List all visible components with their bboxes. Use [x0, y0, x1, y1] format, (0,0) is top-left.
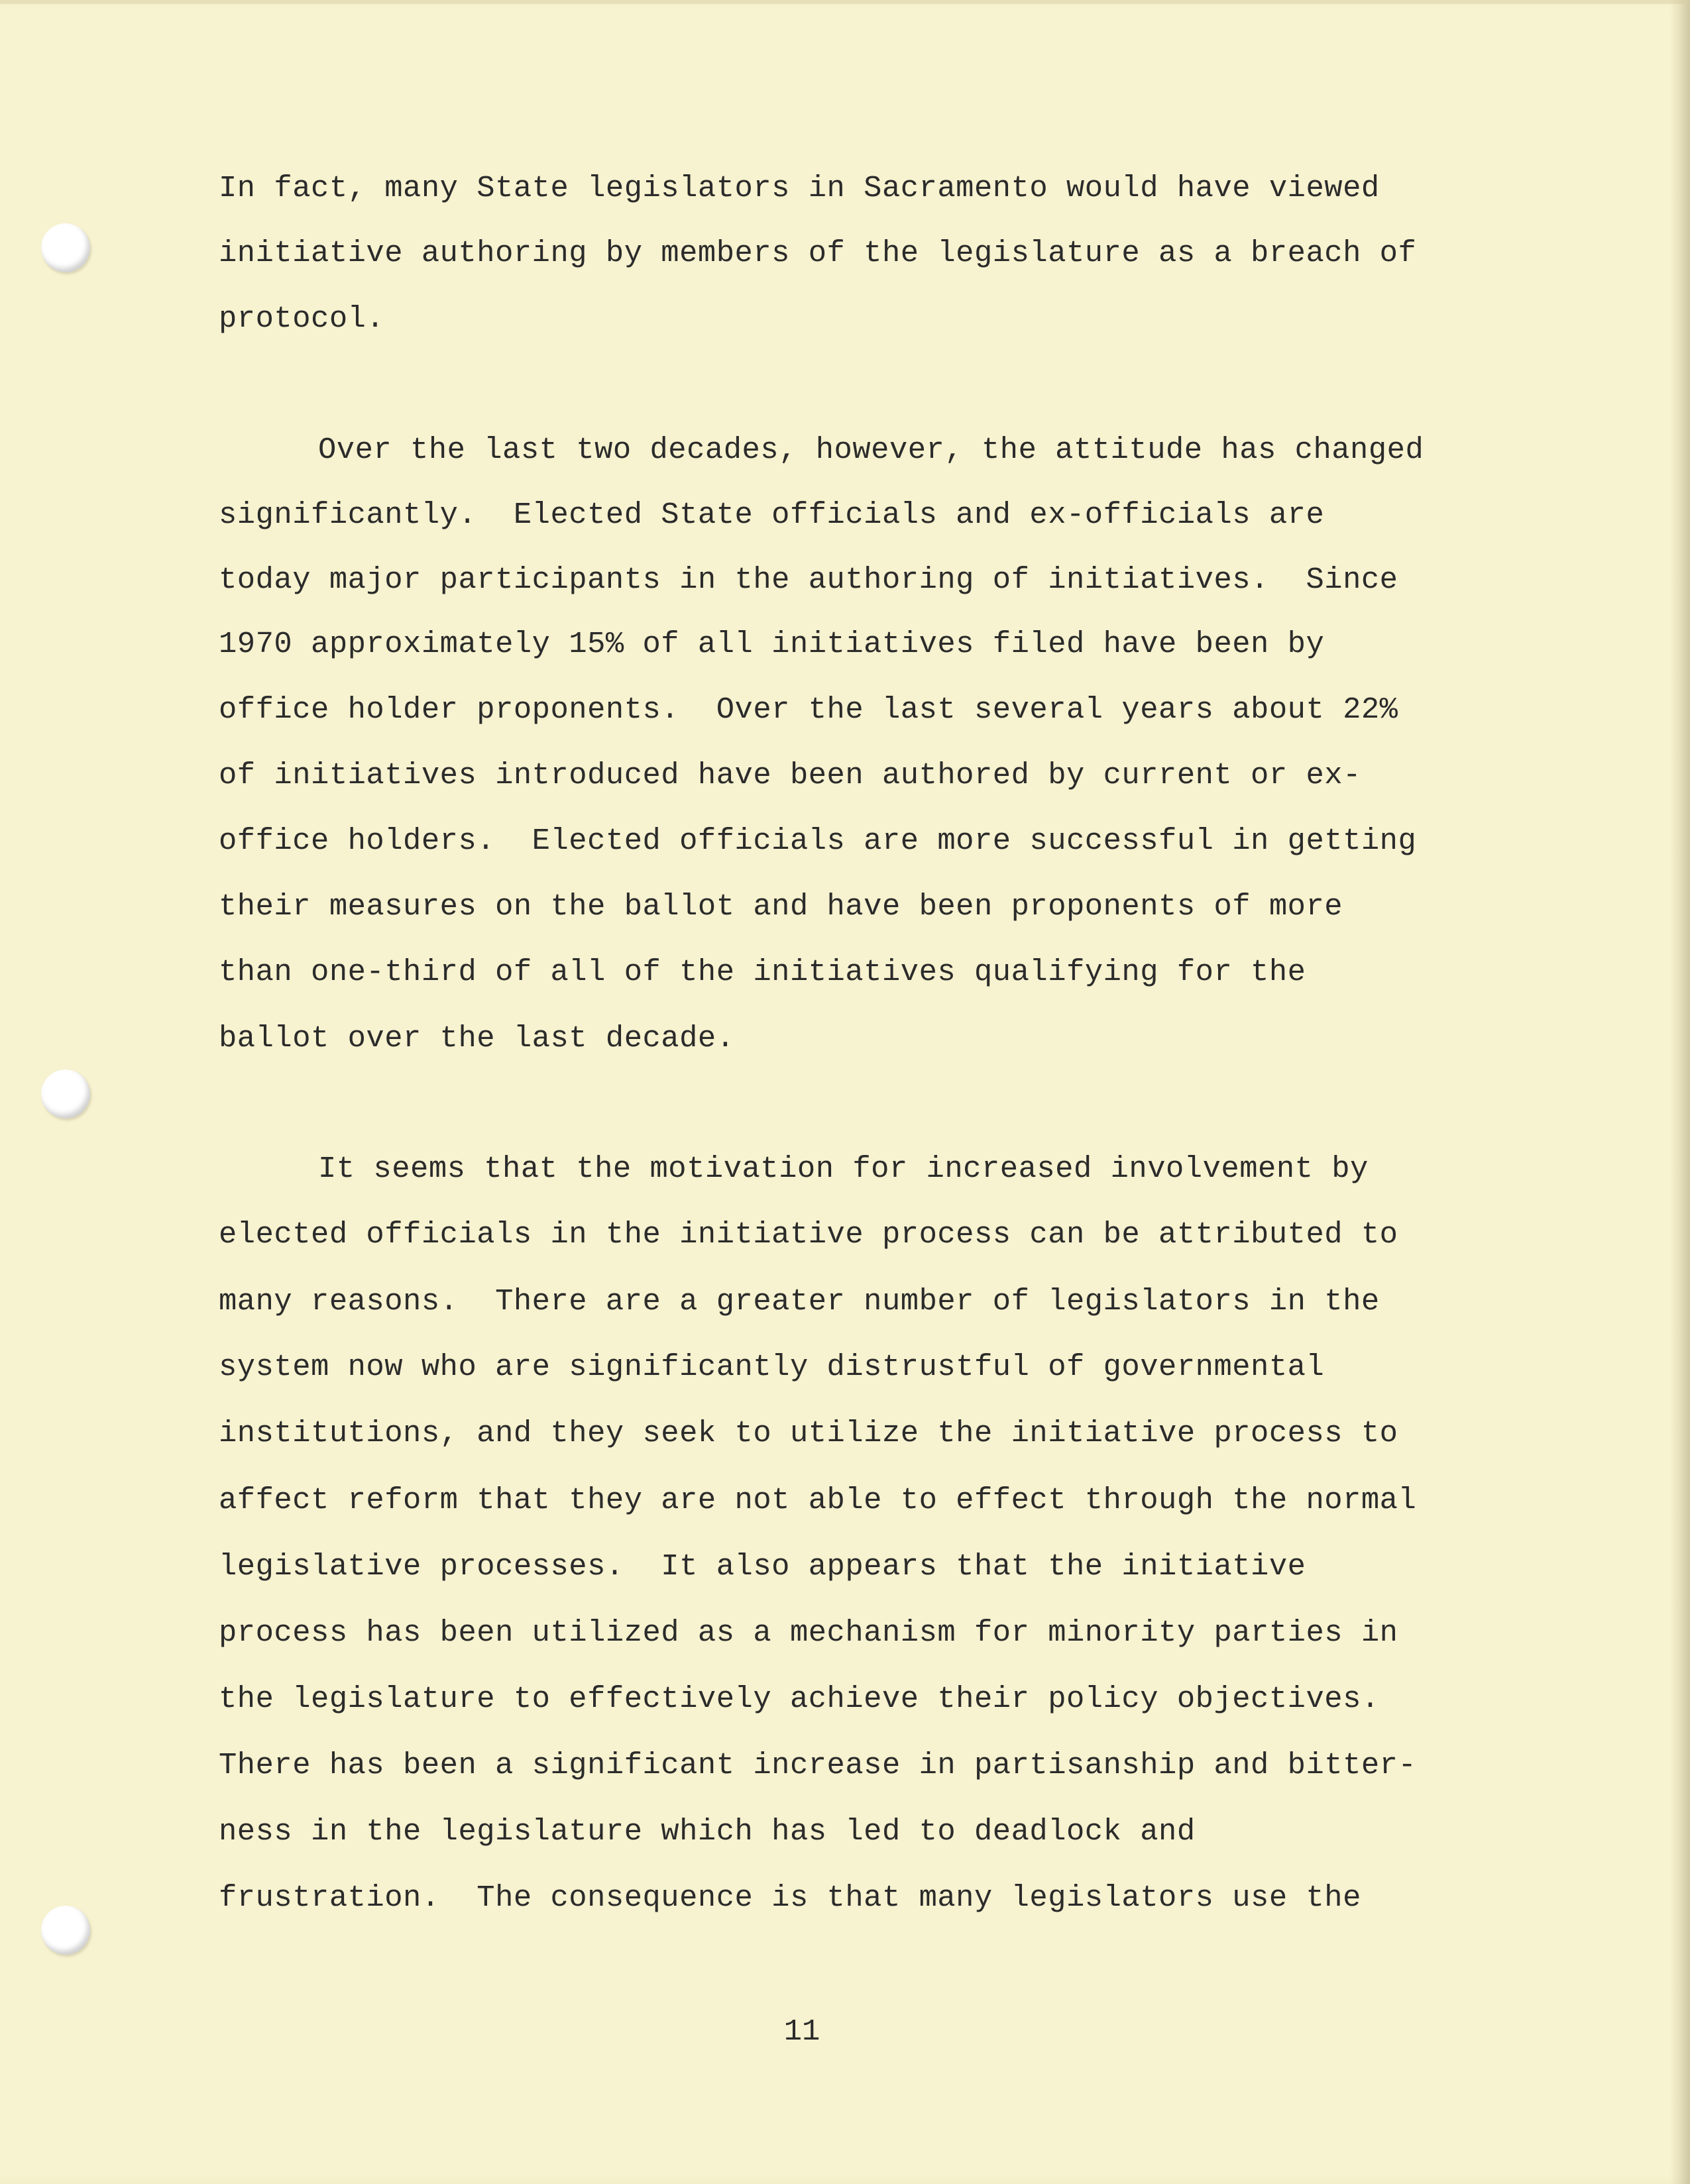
- page-number: 11: [783, 2014, 820, 2049]
- paragraph-3-line-10: There has been a significant increase in partisanship and bitter-: [219, 1748, 1417, 1782]
- paragraph-2-line-9: than one-third of all of the initiatives qualifying for the: [219, 955, 1306, 989]
- binder-hole-bottom: [41, 1906, 90, 1955]
- binder-hole-top: [41, 223, 90, 272]
- paragraph-3-line-4: system now who are significantly distrustful of governmental: [219, 1350, 1325, 1384]
- paragraph-3-line-11: ness in the legislature which has led to deadlock and: [219, 1814, 1196, 1849]
- paragraph-1-line-2: initiative authoring by members of the legislature as a breach of: [219, 236, 1417, 270]
- paragraph-3-line-5: institutions, and they seek to utilize the initiative process to: [219, 1416, 1398, 1450]
- paragraph-2-line-4: 1970 approximately 15% of all initiatives filed have been by: [219, 627, 1325, 661]
- paragraph-3-line-3: many reasons. There are a greater number of legislators in the: [219, 1284, 1380, 1319]
- paragraph-2-line-5: office holder proponents. Over the last several years about 22%: [219, 692, 1398, 727]
- paragraph-2-line-1: Over the last two decades, however, the attitude has changed: [318, 433, 1424, 467]
- paragraph-3-line-8: process has been utilized as a mechanism for minority parties in: [219, 1615, 1398, 1650]
- paragraph-3-line-2: elected officials in the initiative process can be attributed to: [219, 1217, 1398, 1252]
- paper-right-edge-shadow: [1670, 0, 1690, 2184]
- paragraph-3-line-7: legislative processes. It also appears that the initiative: [219, 1549, 1306, 1584]
- paragraph-2-line-3: today major participants in the authoring of initiatives. Since: [219, 563, 1398, 597]
- paragraph-2-line-10: ballot over the last decade.: [219, 1021, 735, 1056]
- paragraph-2-line-2: significantly. Elected State officials and ex-officials are: [219, 498, 1325, 532]
- paper-top-edge: [0, 0, 1690, 4]
- paragraph-3-line-1: It seems that the motivation for increased involvement by: [318, 1152, 1369, 1186]
- paragraph-1-line-3: protocol.: [219, 301, 385, 336]
- paragraph-3-line-12: frustration. The consequence is that many legislators use the: [219, 1881, 1361, 1915]
- paragraph-3-line-9: the legislature to effectively achieve their policy objectives.: [219, 1682, 1380, 1716]
- paragraph-2-line-7: office holders. Elected officials are more successful in getting: [219, 824, 1417, 858]
- binder-hole-middle: [41, 1069, 90, 1119]
- paragraph-2-line-6: of initiatives introduced have been authored by current or ex-: [219, 758, 1361, 792]
- paragraph-3-line-6: affect reform that they are not able to effect through the normal: [219, 1483, 1417, 1517]
- paragraph-2-line-8: their measures on the ballot and have been proponents of more: [219, 889, 1343, 924]
- paragraph-1-line-1: In fact, many State legislators in Sacramento would have viewed: [219, 171, 1380, 205]
